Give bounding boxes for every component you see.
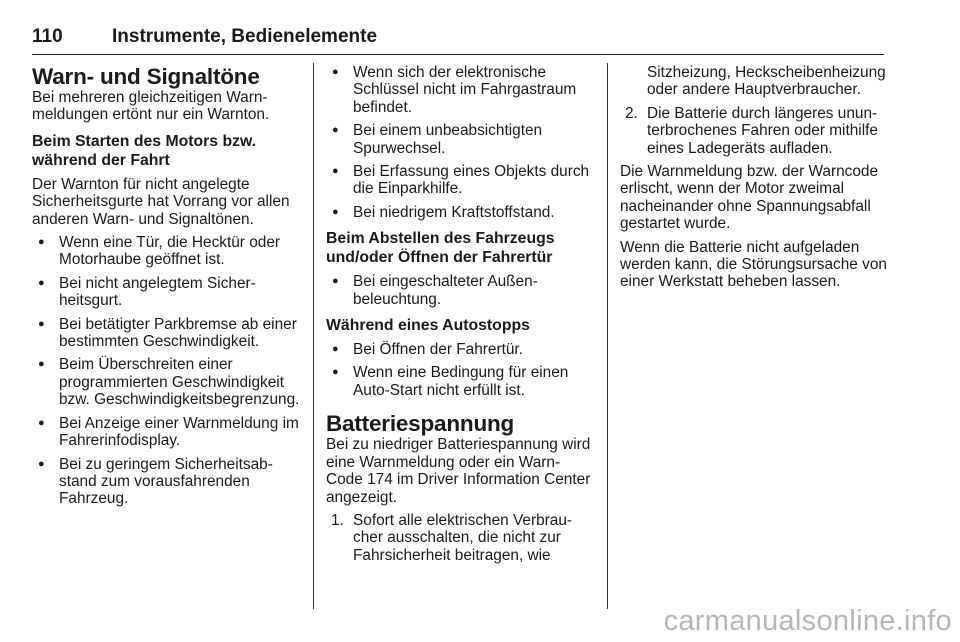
step-text: Die Batterie durch längeres ununterbrochenes Fahren oder mithilfe eines Ladegeräts aufladen. [647, 104, 878, 157]
warning-clear-paragraph: Die Warnmeldung bzw. der Warncode erlischt, wenn der Motor zweimal nacheinander ohne Spannungsabfall gestartet wurde. [620, 163, 879, 233]
subheading-engine-start: Beim Starten des Motors bzw. während der Fahrt [32, 132, 257, 169]
list-item: ● Bei zu geringem Sicherheitsabstand zum vorausfahrenden Fahrzeug. [32, 456, 302, 508]
step-number: 1. [331, 511, 344, 529]
list-item: ● Beim Überschreiten einer programmierten Geschwindigkeit bzw. Geschwindigkeitsbegrenzung. [32, 356, 302, 408]
page-header [32, 26, 884, 55]
parking-bullet-list [326, 273, 594, 308]
battery-steps-list [326, 512, 594, 564]
list-item: ● Bei Öffnen der Fahrertür. [326, 341, 594, 358]
column-3 [620, 64, 890, 297]
seatbelt-paragraph: Der Warnton für nicht angelegte Sicherheitsgurte hat Vorrang vor allen anderen Warn- und Signaltönen. [32, 175, 290, 228]
list-item: ● Wenn eine Tür, die Hecktür oder Motorhaube geöffnet ist. [32, 234, 302, 269]
subheading-parking: Beim Abstellen des Fahrzeugs und/oder Öffnen der Fahrertür [326, 230, 555, 267]
step-number: 2. [625, 104, 638, 122]
chapter-title: Instrumente, Bedienelemente [112, 26, 378, 47]
step-continuation: Sitzheizung, Heckscheibenheizung oder andere Hauptverbraucher. [647, 64, 886, 99]
list-item: ● Bei betätigter Parkbremse ab einer bestimmten Geschwindigkeit. [32, 316, 302, 351]
list-item: ● Bei eingeschalteter Außenbeleuchtung. [326, 273, 594, 308]
numbered-step [620, 105, 890, 157]
list-item: ● Bei einem unbeabsichtigten Spurwechsel. [326, 122, 594, 157]
workshop-paragraph: Wenn die Batterie nicht aufgeladen werden kann, die Störungsursache von einer Werkstatt beheben lassen. [620, 238, 887, 291]
subheading-autostop: Während eines Autostopps [326, 317, 530, 335]
watermark: carmanualsonline.info [663, 605, 952, 637]
column-2 [326, 64, 594, 570]
section-heading-battery: Batteriespannung [326, 411, 515, 437]
battery-steps-list-continued [620, 105, 890, 157]
intro-paragraph: Bei mehreren gleichzeitigen Warnmeldungen ertönt nur ein Warnton. [32, 89, 270, 124]
list-item: ● Bei nicht angelegtem Sicherheitsgurt. [32, 275, 302, 310]
warning-bullet-list [32, 234, 302, 508]
list-item: ● Wenn sich der elektronische Schlüssel nicht im Fahrgastraum befindet. [326, 64, 594, 116]
list-item: ● Bei niedrigem Kraftstoffstand. [326, 204, 594, 221]
warning-bullet-list-continued [326, 64, 594, 221]
battery-paragraph: Bei zu niedriger Batteriespannung wird eine Warnmeldung oder ein Warn-Code 174 im Driver Information Center angezeigt. [326, 436, 591, 506]
column-1 [32, 64, 302, 514]
page-number: 110 [32, 26, 63, 47]
step-text: Sofort alle elektrischen Verbraucher ausschalten, die nicht zur Fahrsicherheit beitragen, wie [353, 511, 573, 564]
list-item: ● Wenn eine Bedingung für einen Auto-Start nicht erfüllt ist. [326, 364, 594, 399]
column-divider [607, 63, 608, 609]
list-item: ● Bei Anzeige einer Warnmeldung im Fahrerinfodisplay. [32, 415, 302, 450]
column-divider [313, 63, 314, 609]
section-heading-warn-signal: Warn- und Signaltöne [32, 64, 260, 89]
autostop-bullet-list [326, 341, 594, 399]
numbered-step [326, 512, 594, 564]
list-item: ● Bei Erfassung eines Objekts durch die Einparkhilfe. [326, 163, 594, 198]
